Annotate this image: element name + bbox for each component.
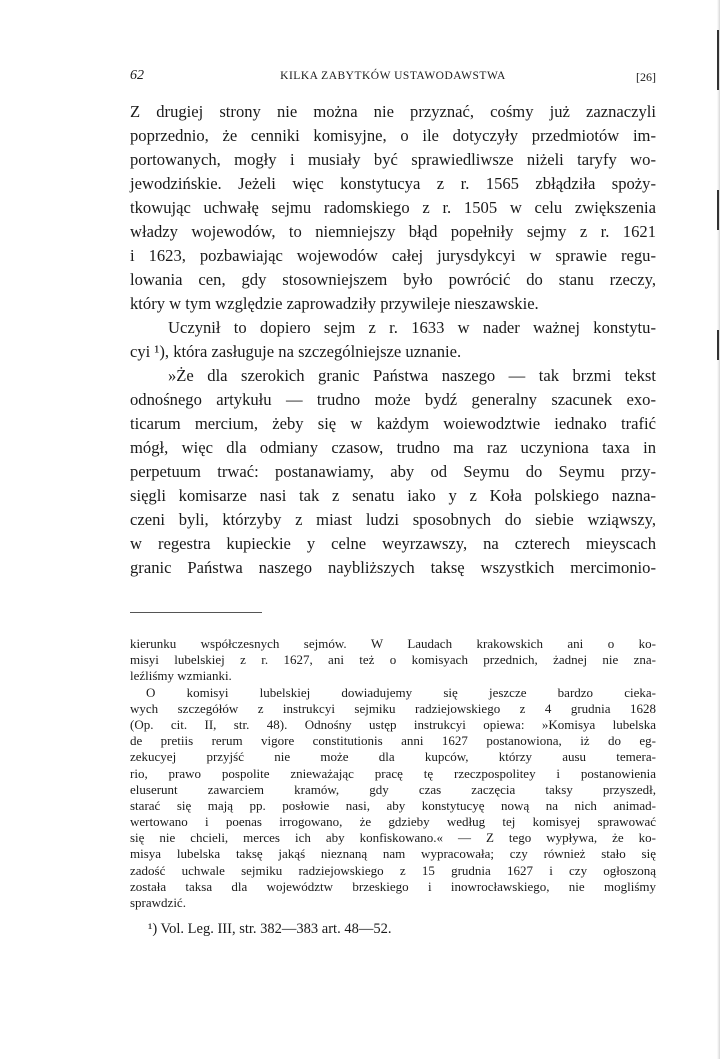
text-line: mógł, więc dla odmiany czasow, trudno ma raz uczyniona taxa in — [130, 438, 656, 457]
footnote-line: została taksa dla województw brzeskiego i inowrocławskiego, nie mogliśmy — [130, 878, 656, 894]
footnote-line: leźliśmy wzmianki. — [130, 668, 232, 684]
text-line: Z drugiej strony nie można nie przyznać, cośmy już zaznaczyli — [130, 102, 656, 121]
text-line: odnośnego artykułu — trudno może bydź generalny szacunek exo- — [130, 390, 656, 409]
text-line: lowania cen, gdy stosowniejszem było powrócić do stanu rzeczy, — [130, 270, 656, 289]
footnote-line: starać się mają pp. posłowie nasi, aby konstytucyę nową na nich animad- — [130, 797, 656, 813]
footnote-line: de pretiis rerum vigore constitutionis anni 1627 postanowiona, iż do eg- — [130, 733, 656, 749]
footnote-line: zekucyej przyjść nie może dla kupców, którzy ausu temera- — [130, 749, 656, 765]
text-line: cyi ¹), która zasługuje na szczególniejsze uznanie. — [130, 342, 462, 361]
footnotes — [130, 636, 656, 939]
text-line: »Że dla szerokich granic Państwa naszego — tak brzmi tekst — [168, 366, 656, 385]
footnote-line: rio, prawo pospolite znieważając pracę tę rzeczpospolitey i postanowienia — [130, 765, 656, 781]
page-edge-mark — [717, 190, 719, 230]
page-number: 62 — [130, 68, 144, 83]
page-edge-mark — [717, 30, 719, 90]
footnote-line: misyi lubelskiej z r. 1627, ani też o komisyach przednich, żadnej nie zna- — [130, 652, 656, 668]
footnote-line: sprawdzić. — [130, 895, 186, 910]
footnote-line: (Op. cit. II, str. 48). Odnośny ustęp instrukcyi opiewa: »Komisya lubelska — [130, 716, 656, 732]
text-line: granic Państwa naszego naybliższych taksę wszystkich mercimonio- — [130, 558, 656, 577]
footnote-line: zadość uchwale sejmiku radziejowskiego z 15 grudnia 1627 i czy ogłoszoną — [130, 862, 656, 878]
text-line: w regestra kupieckie y celne weyrzawszy, na czterech mieyscach — [130, 534, 656, 553]
text-line: perpetuum trwać: postanawiamy, aby od Seymu do Seymu przy- — [130, 462, 656, 481]
text-line: sięgli komisarze nasi tak z senatu iako y z Koła polskiego nazna- — [130, 486, 656, 505]
text-line: który w tym względzie zaprowadziły przywileje nieszawskie. — [130, 294, 539, 313]
footnote-line: się nie chcieli, merces ich aby konfiskowano.« — Z tego wypływa, że ko- — [130, 830, 656, 846]
footnote-reference: ¹) Vol. Leg. III, str. 382—383 art. 48—52. — [148, 921, 392, 938]
text-line: portowanych, mogły i musiały być sprawiedliwsze niżeli taryfy wo- — [130, 150, 656, 169]
footnote-line: wych szczegółów z instrukcyi sejmiku radziejowskiego z 4 grudnia 1628 — [130, 700, 656, 716]
text-line: ticarum mercium, żeby się w każdym woiewodztwie iednako trafić — [130, 414, 656, 433]
main-text — [130, 100, 656, 580]
text-line: jewodzińskie. Jeżeli więc konstytucya z r. 1565 zbłądziła spoży- — [130, 174, 656, 193]
text-line: poprzednio, że cenniki komisyjne, o ile dotyczyły przedmiotów im- — [130, 126, 656, 145]
section-number: [26] — [636, 70, 656, 84]
footnote-divider — [130, 612, 262, 613]
text-line: i 1623, pozbawiając wojewodów całej jurysdykcyi w sprawie regu- — [130, 246, 656, 265]
text-line: tkowując uchwałę sejmu radomskiego z r. 1505 w celu zwiększenia — [130, 198, 656, 217]
text-line: Uczynił to dopiero sejm z r. 1633 w nader ważnej konstytu- — [168, 318, 656, 337]
footnote-line: eluserunt zawarciem kramów, gdy czas zaczęcia taksy przyszedł, — [130, 781, 656, 797]
running-title: KILKA ZABYTKÓW USTAWODAWSTWA — [280, 70, 506, 82]
page-edge-mark — [717, 330, 719, 360]
text-line: czeni byli, którzyby z miast ludzi sposobnych do siebie wziąwszy, — [130, 510, 656, 529]
footnote-line: O komisyi lubelskiej dowiadujemy się jeszcze bardzo cieka- — [146, 684, 656, 700]
footnote-line: misya lubelska taksę jakąś nieznaną nam wypracowała; czy również stało się — [130, 846, 656, 862]
footnote-line: kierunku współczesnych sejmów. W Laudach krakowskich ani o ko- — [130, 636, 656, 651]
text-line: władzy wojewodów, to niemniejszy błąd popełniły sejmy z r. 1621 — [130, 222, 656, 241]
page-header — [130, 68, 656, 88]
footnote-line: wertowano i poenas irrogowano, że gdzieby według tej komisyej sprawować — [130, 814, 656, 830]
